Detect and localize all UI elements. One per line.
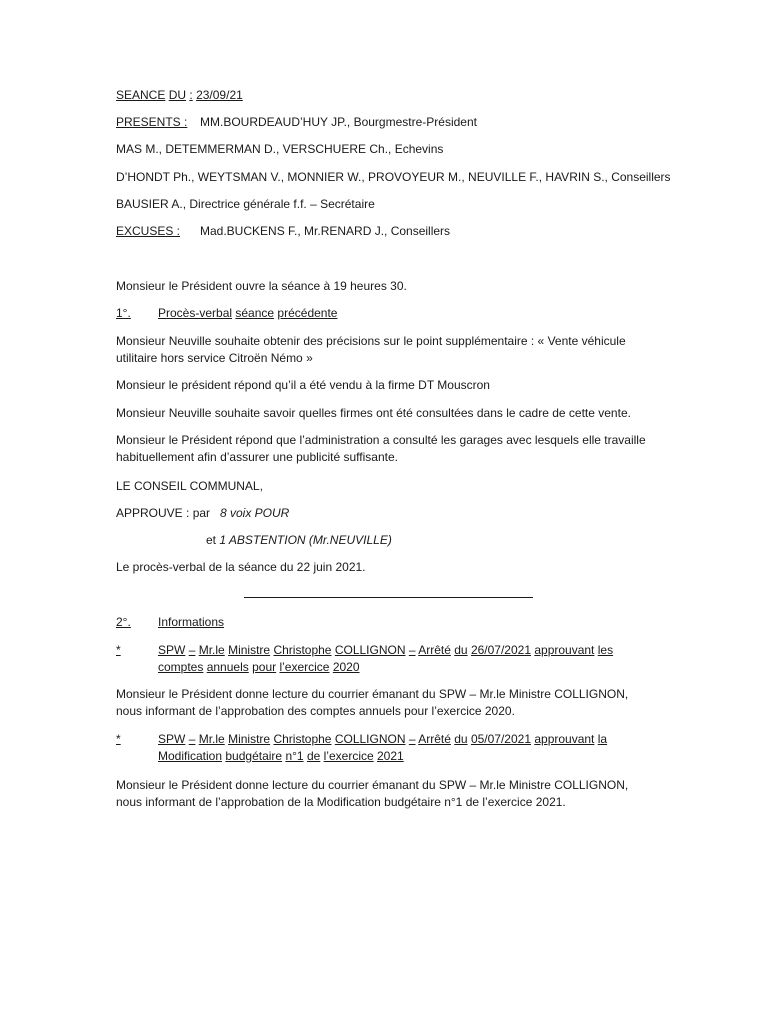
seance-date: 23/09/21	[196, 88, 243, 102]
presents-label: PRESENTS :	[116, 115, 188, 129]
item1-word: comptes	[158, 660, 204, 674]
item1-word: SPW	[158, 643, 186, 657]
item2-word: du	[454, 732, 468, 746]
conseil-line: LE CONSEIL COMMUNAL,	[116, 479, 263, 493]
section1-paragraph-3: Monsieur Neuville souhaite savoir quelles firmes ont été consultées dans le cadre de cette vente.	[116, 406, 631, 420]
seance-line	[116, 87, 243, 104]
item1-word: Mr.le	[198, 643, 225, 657]
du-label: DU	[168, 88, 187, 102]
item2-word: Modification	[158, 749, 223, 763]
item1-heading-line2	[158, 659, 360, 676]
section1-paragraph-2: Monsieur le président répond qu’il a été vendu à la firme DT Mouscron	[116, 378, 490, 392]
item2-word: approuvant	[534, 732, 595, 746]
opening-line: Monsieur le Président ouvre la séance à 19 heures 30.	[116, 279, 407, 293]
echevins-line: MAS M., DETEMMERMAN D., VERSCHUERE Ch., Echevins	[116, 142, 444, 156]
item1-word: Christophe	[273, 643, 332, 657]
presents-value: MM.BOURDEAUD’HUY JP., Bourgmestre-Président	[200, 115, 477, 129]
section2-number: 2°.	[116, 615, 131, 629]
item1-word: –	[408, 643, 416, 657]
section1-title-word: précédente	[277, 306, 338, 320]
vote-pour: 8 voix POUR	[220, 506, 290, 520]
item2-word: –	[188, 732, 196, 746]
item2-word: Ministre	[228, 732, 271, 746]
item1-heading-line1	[116, 642, 613, 659]
section-divider	[244, 597, 533, 598]
secretaire-line: BAUSIER A., Directrice générale f.f. – Secrétaire	[116, 197, 375, 211]
item2-word: 2021	[377, 749, 404, 763]
section1-title-word: Procès-verbal	[158, 306, 233, 320]
item2-word: Mr.le	[198, 732, 225, 746]
item2-word: l’exercice	[323, 749, 374, 763]
item2-word: COLLIGNON	[334, 732, 406, 746]
approuve-label: APPROUVE : par	[116, 506, 211, 520]
section1-heading	[116, 305, 337, 322]
excuses-line	[116, 223, 450, 240]
section2-title: Informations	[158, 615, 225, 629]
item2-text: Monsieur le Président donne lecture du courrier émanant du SPW – Mr.le Ministre COLLIGNON, nous informant de l’approbation de la Modification budgétaire n°1 de l’exercice 2021.	[116, 778, 629, 809]
abstention-line	[206, 532, 392, 549]
item1-bullet: *	[116, 643, 121, 657]
excuses-value: Mad.BUCKENS F., Mr.RENARD J., Conseillers	[200, 224, 451, 238]
seance-label: SEANCE	[116, 88, 166, 102]
section1-paragraph-4: Monsieur le Président répond que l’administration a consulté les garages avec lesquels elle travaille habituellement afin d’assurer une publicité suffisante.	[116, 433, 646, 464]
colon: :	[189, 88, 193, 102]
et-label: et	[206, 533, 217, 547]
item1-word: approuvant	[534, 643, 595, 657]
item1-word: Ministre	[228, 643, 271, 657]
conseillers-line: D’HONDT Ph., WEYTSMAN V., MONNIER W., PROVOYEUR M., NEUVILLE F., HAVRIN S., Conseillers	[116, 170, 671, 184]
item2-word: la	[597, 732, 608, 746]
item1-word: 26/07/2021	[470, 643, 531, 657]
item2-word: 05/07/2021	[470, 732, 531, 746]
item2-word: n°1	[285, 749, 304, 763]
section1-number: 1°.	[116, 306, 131, 320]
approuve-line	[116, 505, 289, 522]
section2-heading	[116, 614, 224, 631]
item2-bullet: *	[116, 732, 121, 746]
vote-abstention: 1 ABSTENTION (Mr.NEUVILLE)	[219, 533, 392, 547]
item2-word: SPW	[158, 732, 186, 746]
item1-word: Arrêté	[418, 643, 451, 657]
conclusion-line: Le procès-verbal de la séance du 22 juin 2021.	[116, 560, 366, 574]
item2-word: Arrêté	[418, 732, 451, 746]
item1-word: –	[188, 643, 196, 657]
section1-paragraph-1: Monsieur Neuville souhaite obtenir des précisions sur le point supplémentaire : « Vente véhicule utilitaire hors service Citroën Némo »	[116, 334, 626, 365]
item2-word: de	[306, 749, 321, 763]
item2-word: budgétaire	[225, 749, 283, 763]
item2-heading-line1	[116, 731, 607, 748]
presents-line	[116, 114, 477, 131]
section1-title-word: séance	[235, 306, 275, 320]
item1-word: l’exercice	[279, 660, 330, 674]
item1-word: du	[454, 643, 468, 657]
item2-word: –	[408, 732, 416, 746]
item1-word: 2020	[332, 660, 360, 674]
excuses-label: EXCUSES :	[116, 224, 181, 238]
item1-text: Monsieur le Président donne lecture du courrier émanant du SPW – Mr.le Ministre COLLIGNON, nous informant de l’approbation des comptes annuels pour l’exercice 2020.	[116, 687, 629, 718]
item1-word: annuels	[206, 660, 249, 674]
item1-word: COLLIGNON	[334, 643, 406, 657]
item1-word: les	[597, 643, 614, 657]
item1-word: pour	[252, 660, 277, 674]
item2-heading-line2	[158, 748, 404, 765]
item2-word: Christophe	[273, 732, 332, 746]
